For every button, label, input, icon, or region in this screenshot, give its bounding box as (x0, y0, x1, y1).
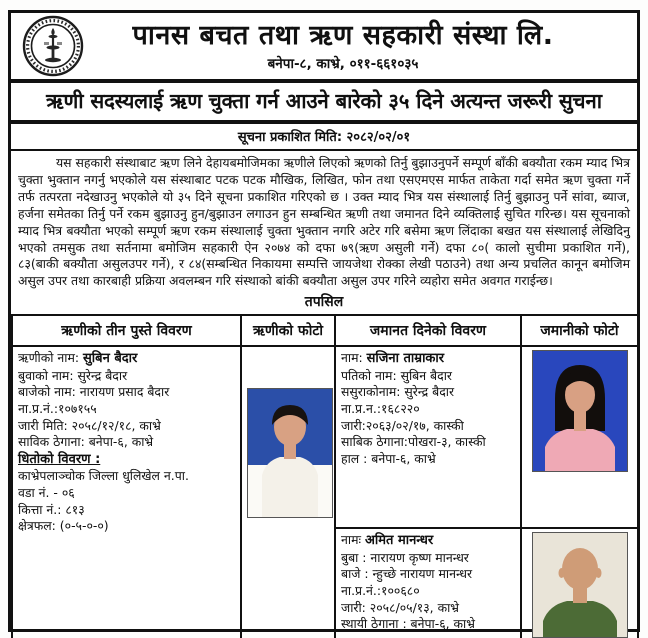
tapasil-heading: तपसिल (304, 294, 344, 311)
borrower-id-issue-line: जारी मिति: २०५८/१२/१८, काभ्रे (18, 417, 161, 433)
borrower-guarantor-table (11, 314, 639, 638)
table-row (12, 346, 638, 528)
guarantor2-details-cell (335, 528, 521, 638)
published-date-line: सूचना प्रकाशित मिति: २०८२/०२/०१ (11, 124, 637, 151)
mortgage-heading: धितोको विवरण : (18, 451, 101, 467)
col-borrower-details: ऋणीको तीन पुस्ते विवरण (12, 315, 241, 346)
col-guarantor-photo: जमानीको फोटो (521, 315, 638, 346)
notice-body-paragraph: यस सहकारी संस्थाबाट ऋण लिने देहायबमोजिमका ऋणीले लिएको ऋणको तिर्नु बुझाउनुपर्ने सम्पूर्ण बाँकी बक्यौता रकम म्याद भित्र चुक्ता भुक्तान नगर्नु भएकोले यस संस्थाबाट पटक पटक मौखिक, लिखित, फोन तथा एसएमएस मार्फत ताकेता गर्दा समेत ऋण चुक्ता गर्ने तर्फ तत्परता नदेखाउनु भएकोले यो ३५ दिने सूचना प्रकाशित गरिएको छ । उक्त म्याद भित्र यस संस्थालाई तिर्नु बुझाउनु पर्ने सांवा, ब्याज, हर्जना समेतका तिर्नु पर्ने रकम बुझाउनु हुन/बुझाउन लगाउन हुन सम्बन्धित ऋणी तथा जमानत दिने व्यक्तिलाई सुचित गरिन्छ। यस सूचनाको म्याद भित्र बक्यौता भएको सम्पूर्ण ऋण रकम संस्थालाई चुक्ता भुक्तान नगरि अटेर गरि बसेमा ऋण लिंदाका बखत यस संस्थालाई लेखिदिनु भएको तमसुक तथा सर्तनामा बमोजिम सहकारी ऐन २०७४ को दफा ७९(ऋण असुली गर्ने) दफा ८०( कालो सुचीमा प्रकाशित गर्ने), ८३(बाकी बक्यौता असुलउपर गर्ने), र ८४(सम्बन्धित निकायमा सम्पत्ति जायजेथा रोक्का लेखी पठाउने) तथा अन्य प्रचलित कानून बमोजिम असुल उपर तथा कारबाही प्रक्रिया अवलम्बन गरि संस्थाको बांकी बक्यौता असुल उपर गरिने व्यहोरा समेत अवगत गराईन्छ। (18, 155, 630, 289)
borrower-photo-cell (241, 346, 335, 638)
notice-document (8, 10, 640, 632)
guarantor1-photo-cell (521, 346, 638, 528)
header-text-block (87, 20, 629, 71)
guarantor1-fatherinlaw-line: ससुराकोनाम: सुरेन्द्र बैदार (341, 384, 455, 400)
guarantor1-current-address-line: हाल : बनेपा-६, काभ्रे (341, 450, 436, 466)
borrower-address-line: साविक ठेगाना: बनेपा-६, काभ्रे (18, 434, 154, 450)
guarantor2-id-line: ना.प्र.नं.:१००६८० (341, 583, 420, 599)
borrower-details-cell (12, 346, 241, 638)
guarantor1-former-address-line: साबिक ठेगाना:पोखरा-३, कास्की (341, 434, 486, 450)
notice-title: ऋणी सदस्यलाई ऋण चुक्ता गर्न आउने बारेको ३५ दिने अत्यन्त जरूरी सुचना (11, 83, 637, 124)
guarantor2-photo (532, 532, 628, 638)
mortgage-area-line: क्षेत्रफल: (०-५-०-०) (18, 518, 109, 534)
table-header-row (12, 315, 638, 346)
organization-name: पानस बचत तथा ऋण सहकारी संस्था लि. (132, 20, 554, 52)
guarantor1-id-line: ना.प्र.न.:१६८२२० (341, 401, 420, 417)
mortgage-plot-line: कित्ता नं.: ८१३ (18, 501, 85, 517)
guarantor2-id-issue-line: जारी: २०५८/०५/१३, काभ्रे (341, 599, 460, 615)
guarantor1-photo (532, 350, 628, 472)
cropped-text-fragment (150, 1, 570, 8)
borrower-id-line: ना.प्र.नं.:१०७१५५ (18, 401, 97, 417)
guarantor2-photo-cell (521, 528, 638, 638)
organization-address: बनेपा-८, काभ्रे, ०११-६६१०३५ (267, 55, 419, 72)
borrower-father-line: बुवाको नाम: सुरेन्द्र बैदार (18, 367, 128, 383)
col-borrower-photo: ऋणीको फोटो (241, 315, 335, 346)
notice-body (11, 151, 637, 290)
guarantor2-name: अमित मानन्धर (364, 533, 434, 549)
guarantor2-permanent-address-line: स्थायी ठेगाना : बनेपा-६, काभ्रे (341, 616, 475, 632)
col-guarantor-details: जमानत दिनेको विवरण (335, 315, 521, 346)
borrower-name-line: ऋणीको नाम: सुबिन बैदार (18, 350, 138, 367)
guarantor2-name-line: नामः अमित मानन्धर (341, 532, 434, 549)
guarantor2-grandfather-line: बाजे : न्हुच्छे नारायण मानन्धर (341, 566, 473, 582)
borrower-grandfather-line: बाजेको नाम: नारायण प्रसाद बैदार (18, 384, 170, 400)
mortgage-district-line: काभ्रेपलाञ्चोक जिल्ला धुलिखेल न.पा. (18, 468, 189, 484)
guarantor1-husband-line: पतिको नाम: सुबिन बैदार (341, 367, 452, 383)
guarantor1-name-line: नाम: सजिना ताम्राकार (341, 350, 445, 367)
seal-lamp-icon (22, 15, 84, 77)
guarantor1-id-issue-line: जारी:२०६३/०२/१७, कास्की (341, 417, 464, 433)
guarantor2-father-line: बुबा : नारायण कृष्ण मानन्धर (341, 549, 469, 565)
guarantor1-details-cell (335, 346, 521, 528)
guarantor1-name: सजिना ताम्राकार (366, 351, 445, 367)
document-header (11, 13, 637, 83)
mortgage-ward-line: वडा नं. - ०६ (18, 485, 75, 500)
borrower-photo (247, 388, 333, 518)
borrower-name: सुबिन बैदार (83, 351, 138, 367)
cooperative-seal-icon (19, 15, 87, 77)
